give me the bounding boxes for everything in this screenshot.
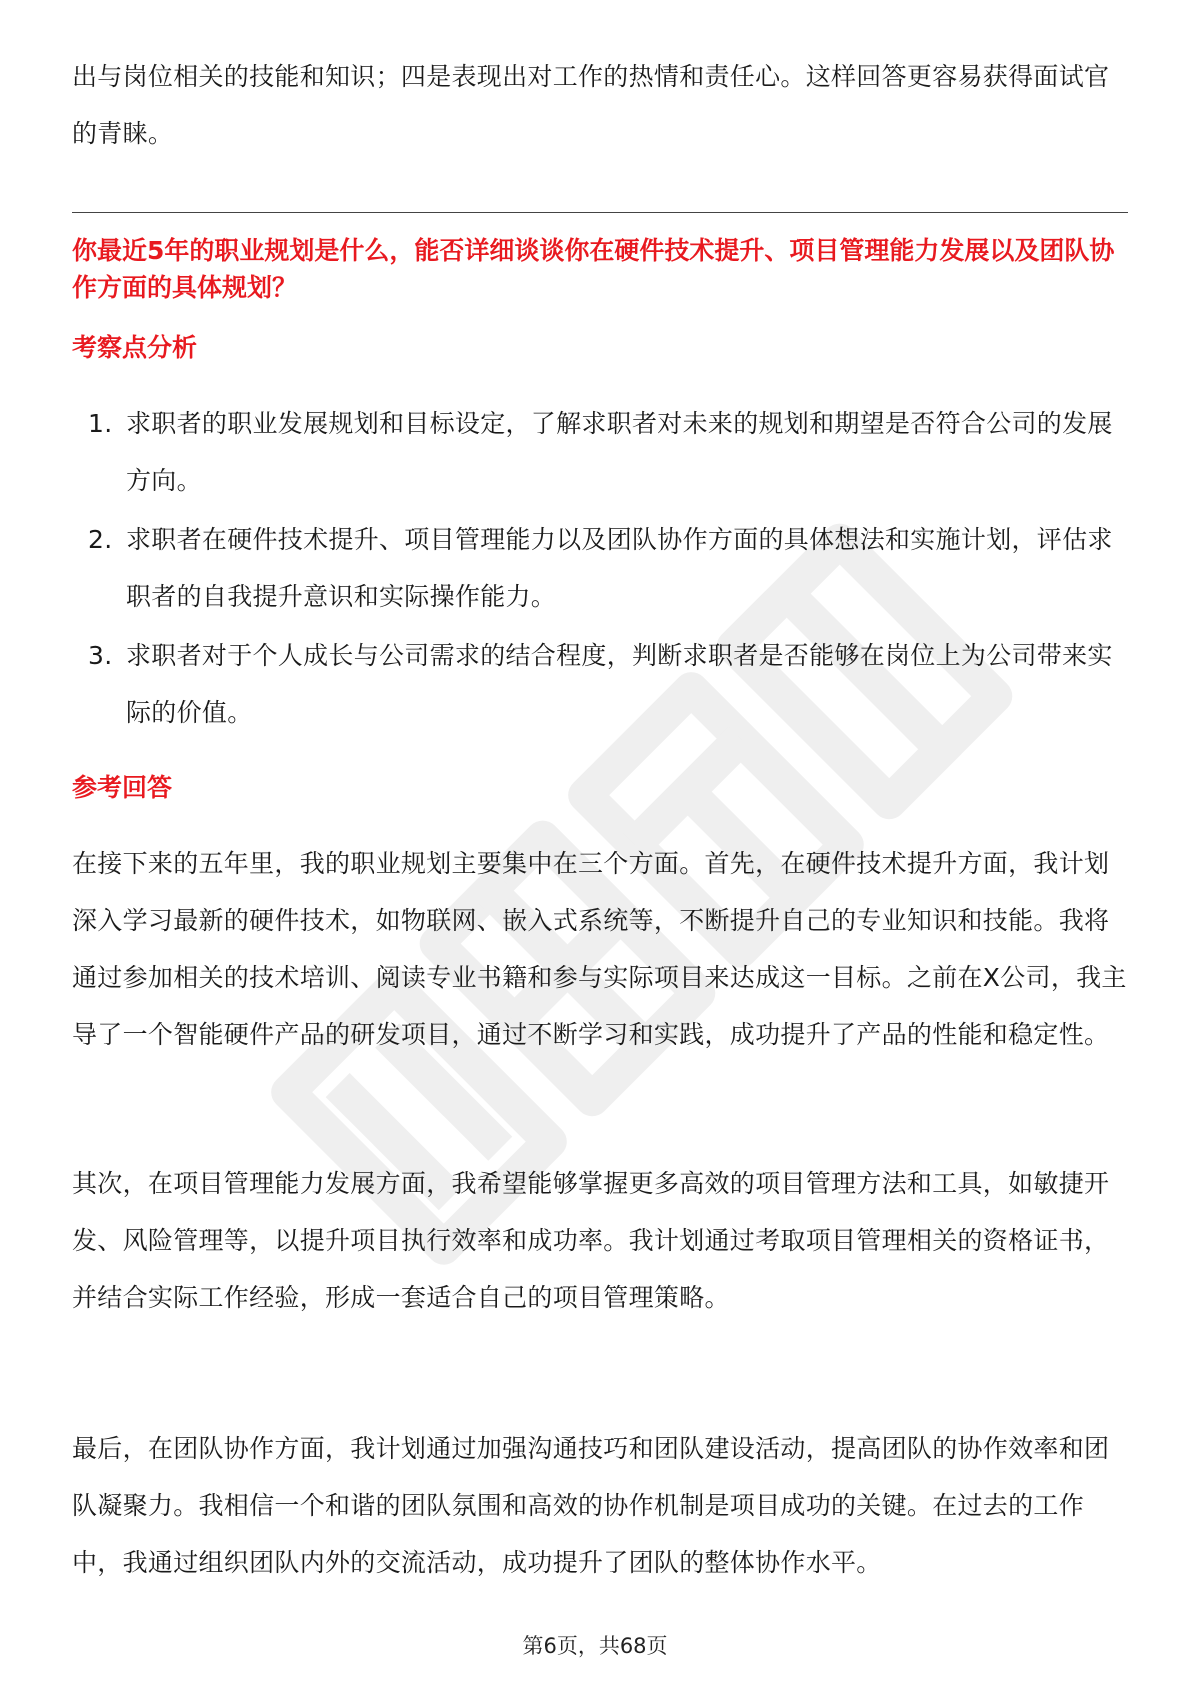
list-item xyxy=(72,511,1128,625)
list-item xyxy=(72,395,1128,509)
answer-heading: 参考回答 xyxy=(72,773,173,802)
analysis-list xyxy=(72,395,1128,743)
list-item-text: 求职者在硬件技术提升、项目管理能力以及团队协作方面的具体想法和实施计划，评估求职者的自我提升意识和实际操作能力。 xyxy=(126,525,1113,611)
analysis-heading: 考察点分析 xyxy=(72,333,198,362)
answer-paragraph: 最后，在团队协作方面，我计划通过加强沟通技巧和团队建设活动，提高团队的协作效率和团队凝聚力。我相信一个和谐的团队氛围和高效的协作机制是项目成功的关键。在过去的工作中，我通过组织团队内外的交流活动，成功提升了团队的整体协作水平。 xyxy=(72,1434,1110,1577)
answer-paragraph: 其次，在项目管理能力发展方面，我希望能够掌握更多高效的项目管理方法和工具，如敏捷开发、风险管理等，以提升项目执行效率和成功率。我计划通过考取项目管理相关的资格证书，并结合实际工作经验，形成一套适合自己的项目管理策略。 xyxy=(72,1169,1110,1312)
list-item-number: 2. xyxy=(88,525,113,554)
list-item-text: 求职者的职业发展规划和目标设定，了解求职者对未来的规划和期望是否符合公司的发展方向。 xyxy=(126,409,1113,495)
list-item xyxy=(72,627,1128,741)
intro-paragraph: 出与岗位相关的技能和知识；四是表现出对工作的热情和责任心。这样回答更容易获得面试官的青睐。 xyxy=(72,62,1110,148)
page-footer: 第6页，共68页 xyxy=(522,1634,668,1658)
answer-paragraph: 在接下来的五年里，我的职业规划主要集中在三个方面。首先，在硬件技术提升方面，我计划深入学习最新的硬件技术，如物联网、嵌入式系统等，不断提升自己的专业知识和技能。我将通过参加相关的技术培训、阅读专业书籍和参与实际项目来达成这一目标。之前在X公司，我主导了一个智能硬件产品的研发项目，通过不断学习和实践，成功提升了产品的性能和稳定性。 xyxy=(72,849,1127,1049)
list-item-text: 求职者对于个人成长与公司需求的结合程度，判断求职者是否能够在岗位上为公司带来实际的价值。 xyxy=(126,641,1113,727)
list-item-number: 1. xyxy=(88,409,113,438)
section-divider xyxy=(72,212,1128,213)
list-item-number: 3. xyxy=(88,641,113,670)
question-title: 你最近5年的职业规划是什么，能否详细谈谈你在硬件技术提升、项目管理能力发展以及团队协作方面的具体规划？ xyxy=(72,236,1115,302)
